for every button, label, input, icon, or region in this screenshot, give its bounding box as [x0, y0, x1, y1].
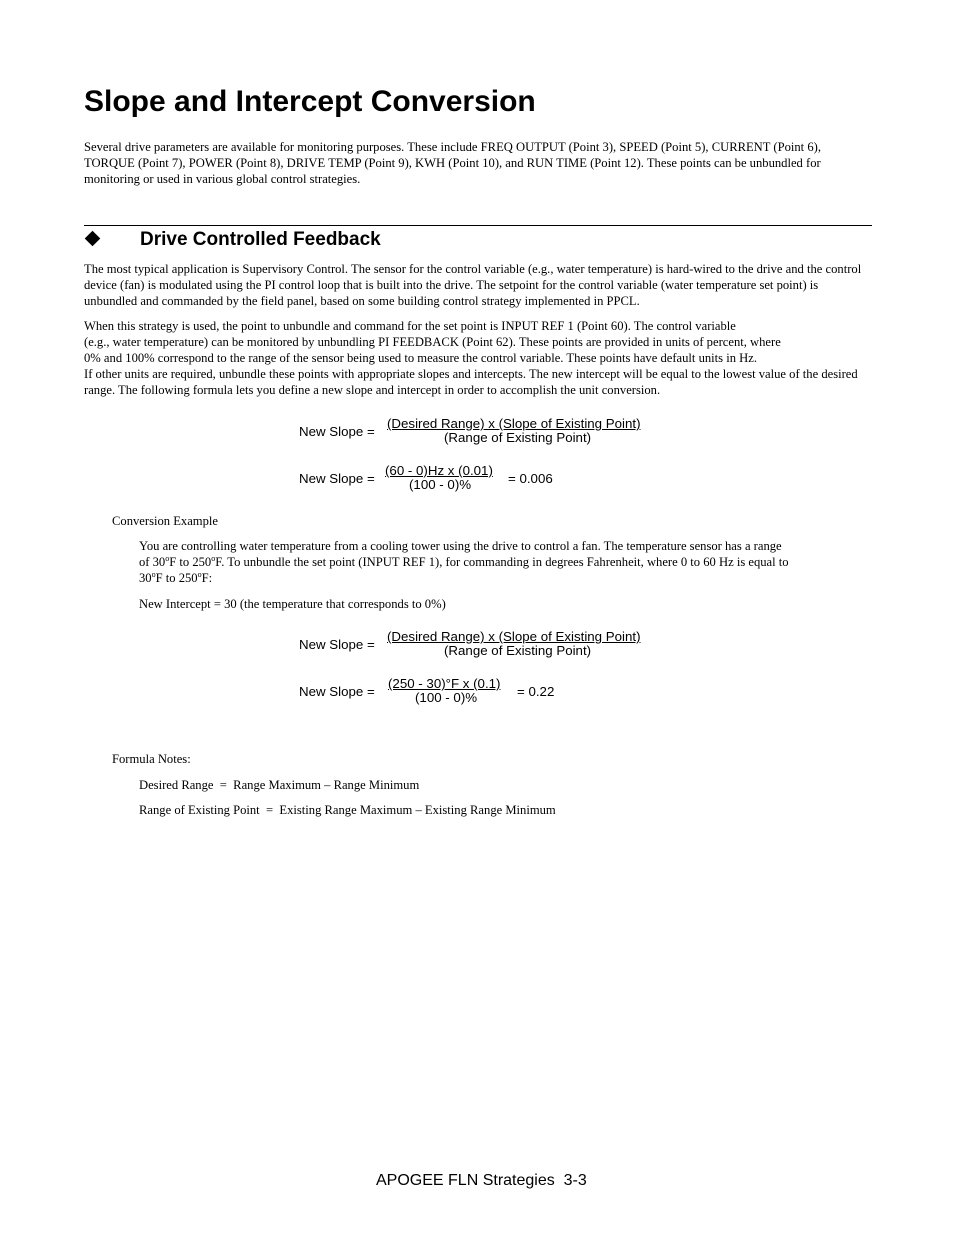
example-line: You are controlling water temperature from a cooling tower using the drive to control a fan. The temperature sensor has a range — [139, 539, 782, 553]
formula-denominator: (100 - 0)% — [409, 477, 472, 492]
formula-note-1: Desired Range = Range Maximum – Range Minimum — [139, 778, 420, 792]
formula-denominator: (Range of Existing Point) — [444, 643, 592, 658]
formula-numerator: (Desired Range) x (Slope of Existing Point) — [387, 416, 641, 431]
formula-result: = 0.006 — [508, 471, 553, 486]
formula-numerator: (60 - 0)Hz x (0.01) — [385, 463, 493, 478]
degree-mark: o — [165, 553, 170, 563]
section-paragraph-2-line: (e.g., water temperature) can be monitored by unbundling PI FEEDBACK (Point 62). These points are provided in units of percent, where — [84, 335, 781, 349]
page-title: Slope and Intercept Conversion — [84, 85, 536, 118]
example-text: F to 250 — [169, 555, 212, 569]
formula-label: New Slope = — [299, 424, 375, 439]
formula-result: = 0.22 — [517, 684, 555, 699]
example-line — [139, 554, 874, 570]
formula-notes-heading: Formula Notes: — [112, 752, 191, 766]
section-paragraph-1: The most typical application is Supervisory Control. The sensor for the control variable (e.g., water temperature) is hard-wired to the drive and the control device (fan) is modulated using the PI control loop that is built into the drive. The setpoint for the control variable (water temperature set point) is unbundled and commanded by the field panel, based on some building control strategy implemented in PPCL. — [84, 262, 862, 308]
section-paragraph-2-line: When this strategy is used, the point to unbundle and command for the set point is INPUT REF 1 (Point 60). The control variable — [84, 319, 736, 333]
degree-mark: o — [211, 553, 216, 563]
degree-mark: o — [151, 569, 156, 579]
example-text: F to 250 — [155, 571, 198, 585]
example-text: 30 — [139, 571, 152, 585]
formula-label: New Slope = — [299, 471, 375, 486]
example-heading: Conversion Example — [112, 514, 218, 528]
formula-label: New Slope = — [299, 684, 375, 699]
section-title: Drive Controlled Feedback — [140, 229, 381, 250]
example-line — [139, 570, 874, 586]
formula-label: New Slope = — [299, 637, 375, 652]
section-paragraph-2-line: 0% and 100% correspond to the range of the sensor being used to measure the control variable. These points have default units in Hz. — [84, 351, 757, 365]
intro-paragraph: Several drive parameters are available for monitoring purposes. These include FREQ OUTPUT (Point 3), SPEED (Point 5), CURRENT (Point 6), TORQUE (Point 7), POWER (Point 8), DRIVE TEMP (Point 9), KWH (Point 10), and RUN TIME (Point 12). These points can be unbundled for monitoring or used in various global control strategies. — [84, 140, 821, 186]
new-intercept-text: New Intercept = 30 (the temperature that corresponds to 0%) — [139, 597, 446, 611]
section-divider — [84, 225, 872, 226]
example-paragraph — [139, 538, 874, 586]
formula-numerator: (Desired Range) x (Slope of Existing Point) — [387, 629, 641, 644]
section-paragraph-2-line: If other units are required, unbundle these points with appropriate slopes and intercepts. The new intercept will be equal to the lowest value of the desired range. The following formula lets you define a new slope and intercept in order to accomplish the unit conversion. — [84, 367, 858, 397]
formula-denominator: (100 - 0)% — [415, 690, 478, 705]
formula-note-2: Range of Existing Point = Existing Range Maximum – Existing Range Minimum — [139, 803, 556, 817]
formula-denominator: (Range of Existing Point) — [444, 430, 592, 445]
diamond-bullet-icon — [85, 231, 101, 247]
example-text: F: — [201, 571, 213, 585]
example-text: F. To unbundle the set point (INPUT REF 1), for commanding in degrees Fahrenheit, where 0 to 60 Hz is equal to — [215, 555, 789, 569]
formula-numerator: (250 - 30)°F x (0.1) — [388, 676, 501, 691]
degree-mark: o — [197, 569, 202, 579]
section-paragraph-2 — [84, 318, 874, 398]
example-text: of 30 — [139, 555, 166, 569]
page-footer: APOGEE FLN Strategies 3-3 — [376, 1172, 587, 1189]
